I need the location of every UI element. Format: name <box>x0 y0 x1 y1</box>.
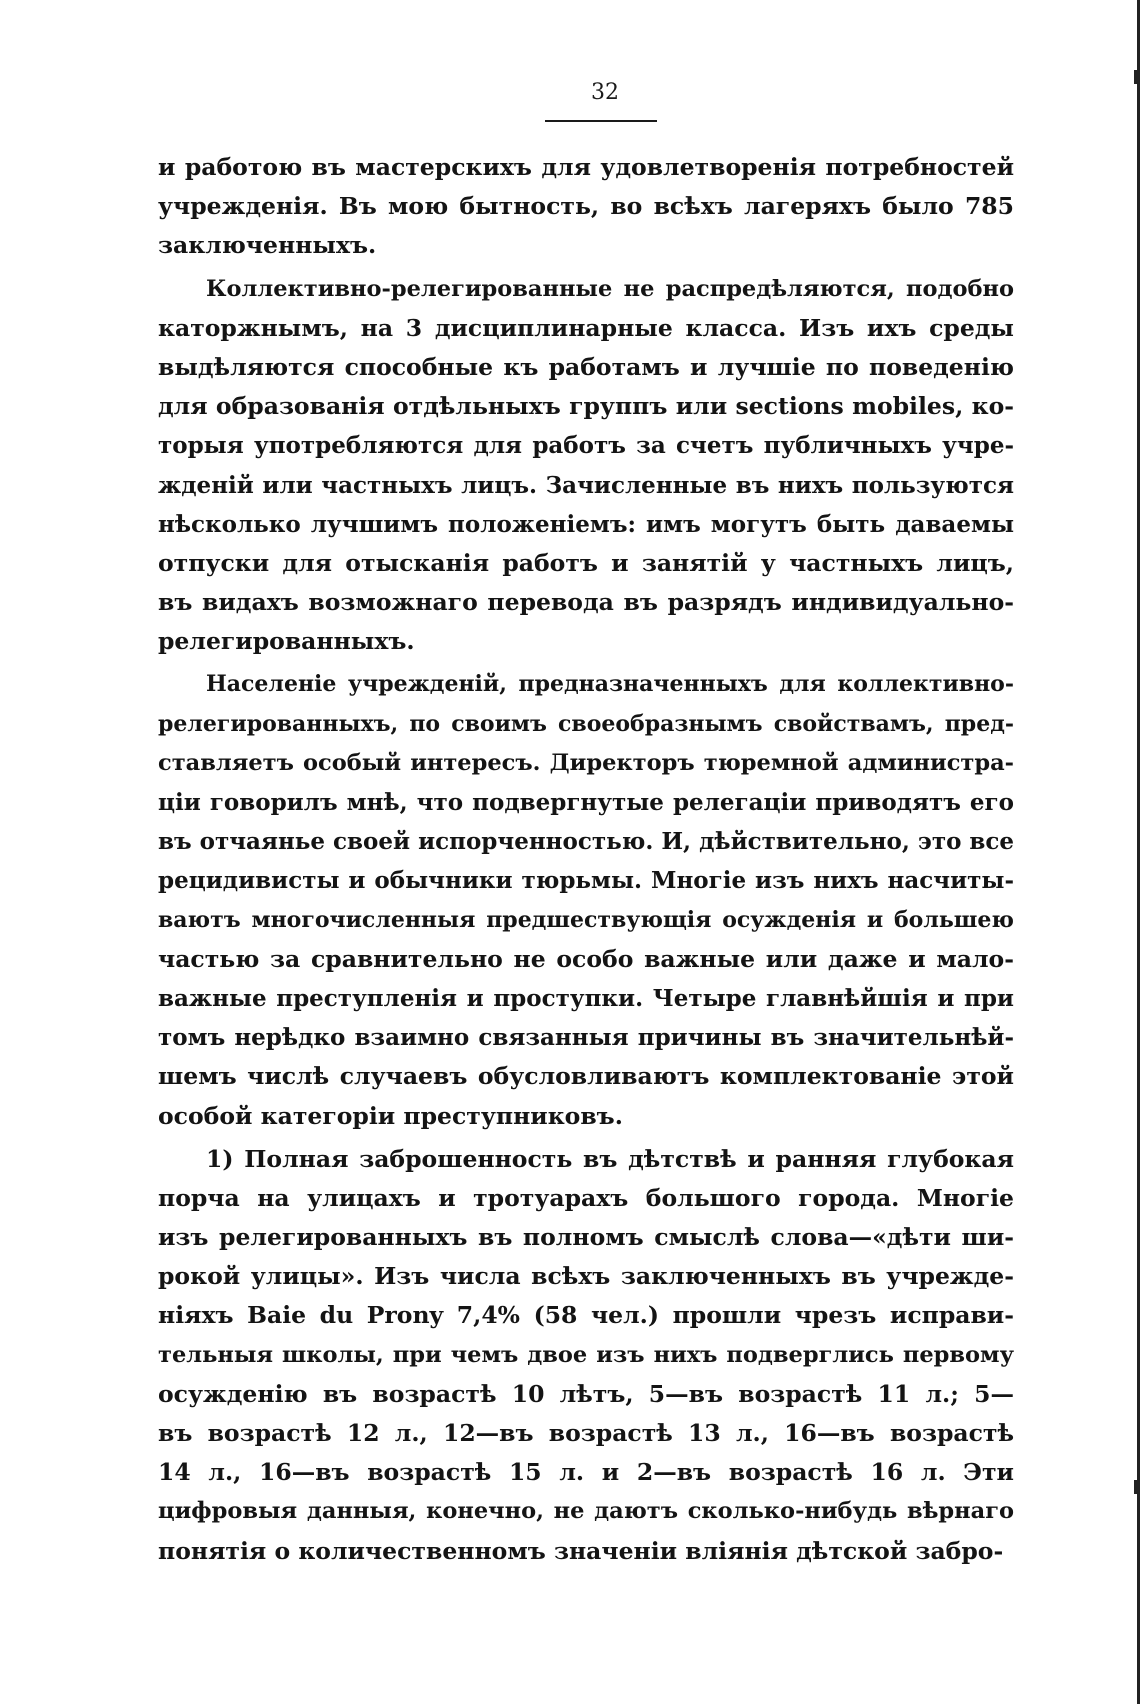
text-line: ціи говорилъ мнѣ, что подвергнутые релегаціи приводятъ его <box>158 789 1014 816</box>
paragraph <box>158 665 1014 1135</box>
text-line: ніяхъ Baie du Prony 7,4% (58 чел.) прошли чрезъ исправи- <box>158 1301 1014 1330</box>
text-line: рокой улицы». Изъ числа всѣхъ заключенныхъ въ учрежде- <box>158 1262 1014 1291</box>
text-line: релегированныхъ. <box>158 627 415 656</box>
text-line: выдѣляются способные къ работамъ и лучшіе по поведенію <box>158 352 1014 381</box>
text-line: изъ релегированныхъ въ полномъ смыслѣ слова—«дѣти ши- <box>158 1223 1014 1252</box>
text-line: учрежденія. Въ мою бытность, во всѣхъ лагеряхъ было 785 <box>158 192 1014 221</box>
text-line: релегированныхъ, по своимъ своеобразнымъ свойствамъ, пред- <box>158 710 1014 737</box>
text-line: важные преступленія и проступки. Четыре главнѣйшія и при <box>158 984 1014 1012</box>
text-line: понятія о количественномъ значеніи вліянія дѣтской забро- <box>158 1536 1004 1565</box>
text-line: шемъ числѣ случаевъ обусловливаютъ комплектованіе этой <box>158 1062 1014 1091</box>
page-edge-mark <box>1134 70 1140 84</box>
text-line: Населеніе учрежденій, предназначенныхъ для коллективно- <box>206 671 1014 698</box>
text-line: порча на улицахъ и тротуарахъ большого города. Многіе <box>158 1183 1014 1212</box>
page-edge-mark <box>1134 1480 1140 1494</box>
text-line: Коллективно-релегированные не распредѣляются, подобно <box>206 275 1014 302</box>
text-line: въ отчаянье своей испорченностью. И, дѣйствительно, это все <box>158 828 1015 856</box>
text-line: каторжнымъ, на 3 дисциплинарные класса. Изъ ихъ среды <box>158 313 1014 342</box>
text-line: жденій или частныхъ лицъ. Зачисленные въ нихъ пользуются <box>158 471 1014 499</box>
paragraph <box>158 1140 1014 1571</box>
paragraph <box>158 270 1014 662</box>
text-line: отпуски для отысканія работъ и занятій у частныхъ лицъ, <box>158 548 1014 577</box>
paragraph <box>158 148 1014 266</box>
text-line: цифровыя данныя, конечно, не даютъ сколько-нибудь вѣрнаго <box>158 1498 1014 1525</box>
text-line: особой категоріи преступниковъ. <box>158 1101 623 1130</box>
text-line: и работою въ мастерскихъ для удовлетворенія потребностей <box>158 153 1014 181</box>
text-line: рецидивисты и обычники тюрьмы. Многіе изъ нихъ насчиты- <box>158 867 1014 895</box>
text-line: для образованія отдѣльныхъ группъ или sections mobiles, ко- <box>158 392 1014 421</box>
text-line: ваютъ многочисленныя предшествующія осужденія и большею <box>158 906 1014 933</box>
text-line: осужденію въ возрастѣ 10 лѣтъ, 5—въ возрастѣ 11 л.; 5— <box>158 1379 1014 1408</box>
text-line: 1) Полная заброшенность въ дѣтствѣ и ранняя глубокая <box>206 1144 1014 1173</box>
text-line: ставляетъ особый интересъ. Директоръ тюремной администра- <box>158 749 1014 776</box>
text-line: заключенныхъ. <box>158 231 377 260</box>
text-line: томъ нерѣдко взаимно связанныя причины въ значительнѣй- <box>158 1024 1014 1052</box>
text-line: торыя употребляются для работъ за счетъ публичныхъ учре- <box>158 432 1014 460</box>
text-line: въ видахъ возможнаго перевода въ разрядъ индивидуально- <box>158 588 1014 617</box>
text-line: тельныя школы, при чемъ двое изъ нихъ подверглись первому <box>158 1341 1014 1368</box>
page-number: 32 <box>591 80 619 105</box>
text-line: въ возрастѣ 12 л., 12—въ возрастѣ 13 л., 16—въ возрастѣ <box>158 1419 1014 1447</box>
text-line: нѣсколько лучшимъ положеніемъ: имъ могутъ быть даваемы <box>158 510 1014 538</box>
text-line: частью за сравнительно не особо важные или даже и мало- <box>158 944 1014 973</box>
page-number-rule <box>545 120 657 122</box>
text-line: 14 л., 16—въ возрастѣ 15 л. и 2—въ возрастѣ 16 л. Эти <box>158 1458 1014 1487</box>
body-text <box>158 148 1014 1571</box>
